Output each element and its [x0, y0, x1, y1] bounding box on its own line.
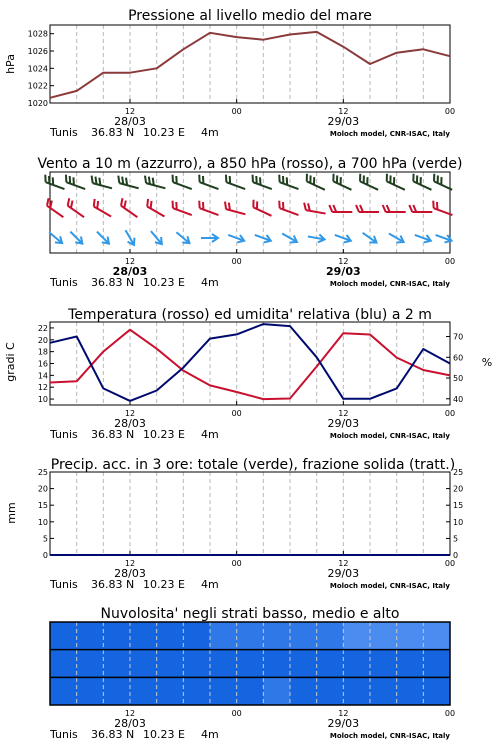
- wind-barb: [303, 203, 327, 214]
- wind-location-alt: 4m: [201, 276, 219, 289]
- humidity-series-line: [50, 324, 450, 401]
- cloud-cell: [50, 622, 77, 650]
- wind-barb: [277, 175, 301, 189]
- precipitation-ytick-right-label: 20: [453, 484, 464, 494]
- cloud-cell: [423, 622, 450, 650]
- temperature-hour-label: 12: [124, 409, 136, 418]
- temperature-title: Temperatura (rosso) ed umidita' relativa (blu) a 2 m: [68, 307, 432, 323]
- wind-barb-flag: [331, 174, 337, 182]
- precipitation-title: Precip. acc. in 3 ore: totale (verde), frazione solida (tratt.): [50, 457, 456, 473]
- precipitation-ytick-label: 0: [42, 551, 48, 560]
- precipitation-panel: [5, 457, 463, 591]
- wind-barb-flag: [431, 174, 437, 182]
- wind-barb: [304, 174, 328, 190]
- wind-barb: [333, 231, 352, 244]
- cloud-hour-label: 12: [124, 709, 136, 718]
- pressure-footer: [49, 107, 455, 139]
- precipitation-ytick-right-label: 5: [453, 534, 459, 544]
- cloud-cell: [370, 677, 397, 705]
- wind-barb: [170, 175, 194, 189]
- cloud-location-lat: 36.83 N: [91, 728, 135, 741]
- humidity-ytick-right-label: 40: [453, 394, 464, 404]
- wind-barb-flag: [64, 175, 69, 183]
- precipitation-location-name: Tunis: [50, 578, 78, 591]
- precipitation-hour-label: 00: [444, 559, 456, 568]
- wind-barb: [253, 231, 272, 244]
- humidity-ytick-right-label: 50: [453, 374, 464, 384]
- temperature-location-lon: 10.23 E: [143, 428, 185, 441]
- cloud-cell: [157, 622, 184, 650]
- wind-barb: [409, 205, 432, 212]
- precipitation-hour-label: 12: [338, 559, 349, 568]
- cloud-cell: [130, 650, 157, 678]
- wind-arrow-shaft: [97, 232, 108, 243]
- cloud-credit: Moloch model, CNR-ISAC, Italy: [329, 732, 450, 740]
- pressure-location-name: Tunis: [50, 126, 78, 139]
- wind-barb-flag: [250, 175, 255, 183]
- cloud-cell: [317, 650, 344, 678]
- precipitation-frame: [50, 472, 450, 555]
- precipitation-ytick-label: 15: [37, 501, 48, 511]
- pressure-ytick-label: 1024: [27, 64, 48, 74]
- humidity-ytick-right-label: 70: [453, 332, 464, 342]
- wind-barb: [329, 205, 352, 212]
- wind-date-label: 28/03: [112, 265, 148, 278]
- wind-barb-flag: [143, 176, 148, 184]
- cloud-cell: [423, 677, 450, 705]
- wind-barb: [143, 176, 167, 189]
- cloud-plot: [50, 622, 451, 706]
- pressure-ytick-label: 1028: [27, 29, 48, 39]
- temperature-credit: Moloch model, CNR-ISAC, Italy: [329, 432, 450, 440]
- cloud-cell: [210, 677, 237, 705]
- wind-barb: [384, 174, 408, 190]
- wind-barb-flag: [356, 205, 359, 212]
- cloud-cell: [397, 677, 424, 705]
- cloud-cell: [397, 622, 424, 650]
- cloud-location-name: Tunis: [50, 728, 78, 741]
- wind-hour-label: 12: [124, 257, 136, 266]
- pressure-frame: [50, 25, 450, 103]
- cloud-cell: [290, 650, 317, 678]
- temperature-hour-label: 12: [338, 409, 349, 418]
- cloud-cell: [290, 677, 317, 705]
- temperature-plot: [38, 322, 463, 405]
- wind-barb: [307, 232, 325, 243]
- wind-arrow-shaft: [70, 232, 81, 243]
- temperature-location-name: Tunis: [50, 428, 78, 441]
- cloud-cell: [77, 650, 104, 678]
- temperature-ytick-label: 14: [37, 371, 48, 381]
- wind-barb-flag: [431, 201, 436, 209]
- precipitation-hour-label: 12: [124, 559, 136, 568]
- pressure-credit: Moloch model, CNR-ISAC, Italy: [329, 130, 450, 138]
- cloud-date-label: 28/03: [114, 717, 146, 730]
- wind-barb: [277, 201, 301, 215]
- cloud-location-lon: 10.23 E: [143, 728, 185, 741]
- pressure-date-label: 29/03: [327, 115, 360, 128]
- cloud-cell: [343, 677, 370, 705]
- wind-plot: [43, 172, 455, 253]
- cloud-cell: [50, 650, 77, 678]
- wind-barb-flag: [91, 199, 97, 207]
- pressure-panel: [4, 8, 455, 139]
- cloud-location-alt: 4m: [201, 728, 219, 741]
- temperature-ylabel: gradi C: [4, 342, 17, 382]
- pressure-series-line: [50, 32, 450, 98]
- cloud-cell: [77, 677, 104, 705]
- temperature-ytick-label: 18: [37, 347, 48, 357]
- wind-barb-flag: [197, 201, 202, 209]
- cloud-cell: [397, 650, 424, 678]
- wind-barb: [356, 205, 379, 212]
- pressure-date-label: 28/03: [114, 115, 146, 128]
- pressure-ytick-label: 1020: [27, 99, 48, 108]
- cloud-cell: [210, 622, 237, 650]
- wind-barb-flag: [277, 175, 282, 183]
- precipitation-ytick-label: 5: [42, 534, 48, 544]
- wind-barb-flag: [409, 205, 412, 212]
- wind-barb-flag: [387, 205, 390, 212]
- precipitation-ytick-label: 20: [37, 484, 48, 494]
- cloud-cell: [103, 650, 130, 678]
- wind-barb-flag: [360, 205, 363, 212]
- cloud-cell: [183, 622, 210, 650]
- wind-barb-flag: [197, 175, 202, 183]
- wind-barb-flag: [170, 201, 175, 209]
- wind-hour-label: 00: [231, 257, 242, 266]
- wind-barb: [357, 174, 381, 190]
- cloud-hour-label: 00: [444, 709, 456, 718]
- precipitation-hour-label: 00: [231, 559, 242, 568]
- precipitation-footer: [49, 559, 455, 591]
- precipitation-location-lat: 36.83 N: [91, 578, 135, 591]
- wind-barb-flag: [329, 205, 332, 212]
- wind-hour-label: 00: [444, 257, 456, 266]
- precipitation-location-lon: 10.23 E: [143, 578, 185, 591]
- cloud-cell: [210, 650, 237, 678]
- precipitation-ylabel: mm: [5, 502, 18, 524]
- wind-barb-flag: [411, 174, 417, 182]
- temperature-location-lat: 36.83 N: [91, 428, 135, 441]
- cloud-cell: [103, 677, 130, 705]
- pressure-location-lon: 10.23 E: [143, 126, 185, 139]
- pressure-ytick-label: 1022: [27, 81, 48, 91]
- temperature-series-line: [50, 330, 450, 399]
- temperature-footer: [49, 409, 455, 441]
- precipitation-date-label: 28/03: [114, 567, 146, 580]
- cloud-cell: [157, 677, 184, 705]
- wind-barb-flag: [357, 174, 363, 182]
- cloud-hour-label: 00: [231, 709, 242, 718]
- temperature-ytick-label: 12: [37, 383, 48, 393]
- wind-barb-flag: [413, 205, 416, 212]
- wind-barb: [411, 174, 435, 190]
- wind-barb: [197, 201, 221, 215]
- cloud-cell: [237, 677, 264, 705]
- precipitation-ytick-right-label: 15: [453, 501, 464, 511]
- pressure-location-lat: 36.83 N: [91, 126, 135, 139]
- wind-barb: [197, 175, 221, 189]
- cloud-cell: [370, 650, 397, 678]
- temperature-ytick-label: 22: [37, 323, 48, 333]
- cloud-cell: [130, 677, 157, 705]
- humidity-ylabel: %: [481, 356, 493, 369]
- cloud-cell: [130, 622, 157, 650]
- pressure-hour-label: 12: [124, 107, 136, 116]
- pressure-location-alt: 4m: [201, 126, 219, 139]
- wind-barb: [64, 175, 88, 189]
- cloud-cell: [263, 650, 290, 678]
- temperature-hour-label: 00: [444, 409, 456, 418]
- wind-location-lon: 10.23 E: [143, 276, 185, 289]
- wind-barb: [250, 175, 274, 189]
- cloud-cell: [183, 650, 210, 678]
- cloud-cell: [237, 622, 264, 650]
- cloud-cell: [343, 622, 370, 650]
- wind-barb: [360, 230, 379, 246]
- cloud-cell: [237, 650, 264, 678]
- temperature-date-label: 29/03: [327, 417, 360, 430]
- cloud-cell: [183, 677, 210, 705]
- cloud-cell: [317, 622, 344, 650]
- wind-barb: [431, 174, 455, 190]
- wind-barb: [431, 201, 455, 215]
- wind-title: Vento a 10 m (azzurro), a 850 hPa (rosso), a 700 hPa (verde): [37, 156, 463, 172]
- precipitation-ytick-right-label: 0: [453, 551, 459, 560]
- wind-barb: [170, 201, 194, 215]
- temperature-location-alt: 4m: [201, 428, 219, 441]
- wind-credit: Moloch model, CNR-ISAC, Italy: [329, 280, 450, 288]
- precipitation-plot: [38, 468, 463, 560]
- wind-barb-flag: [90, 176, 95, 184]
- cloud-cell: [157, 650, 184, 678]
- wind-location-name: Tunis: [50, 276, 78, 289]
- wind-barb-flag: [384, 174, 390, 182]
- temperature-date-label: 28/03: [114, 417, 146, 430]
- wind-panel: [37, 156, 462, 289]
- temperature-ytick-label: 16: [37, 359, 48, 369]
- cloud-hour-label: 12: [338, 709, 349, 718]
- wind-barb: [251, 200, 275, 216]
- precipitation-ytick-label: 25: [37, 468, 48, 477]
- wind-barb: [116, 176, 140, 189]
- wind-barb: [223, 202, 247, 215]
- pressure-hour-label: 00: [231, 107, 242, 116]
- wind-barb-flag: [303, 203, 307, 210]
- wind-barb: [331, 174, 355, 190]
- wind-barb: [224, 175, 248, 189]
- temperature-hour-label: 00: [231, 409, 242, 418]
- wind-barb-flag: [304, 174, 310, 182]
- pressure-ytick-label: 1026: [27, 47, 48, 56]
- precipitation-date-label: 29/03: [327, 567, 360, 580]
- precipitation-location-alt: 4m: [201, 578, 219, 591]
- wind-barb-flag: [43, 175, 48, 183]
- pressure-hour-label: 00: [444, 107, 456, 116]
- cloud-cell: [103, 622, 130, 650]
- wind-barb-flag: [145, 199, 151, 207]
- wind-barb-flag: [251, 200, 257, 208]
- wind-barb: [383, 205, 406, 212]
- precipitation-ytick-label: 10: [37, 517, 48, 527]
- temperature-ytick-label: 20: [37, 335, 48, 345]
- wind-footer: [49, 257, 455, 289]
- wind-date-label: 29/03: [326, 265, 361, 278]
- wind-barb-flag: [224, 175, 229, 183]
- precipitation-ytick-right-label: 10: [453, 517, 464, 527]
- wind-barb: [45, 198, 68, 217]
- cloud-cell: [290, 622, 317, 650]
- precipitation-ytick-right-label: 25: [453, 468, 464, 477]
- temperature-ytick-label: 10: [37, 395, 48, 405]
- wind-hour-label: 12: [338, 257, 349, 266]
- wind-barb: [90, 176, 114, 189]
- cloud-cell: [423, 650, 450, 678]
- pressure-hour-label: 12: [338, 107, 349, 116]
- cloud-cell: [317, 677, 344, 705]
- cloud-title: Nuvolosita' negli strati basso, medio e alto: [100, 606, 400, 622]
- cloud-cell: [263, 677, 290, 705]
- wind-barb-flag: [277, 201, 282, 209]
- cloud-cell: [50, 677, 77, 705]
- precipitation-credit: Moloch model, CNR-ISAC, Italy: [329, 582, 450, 590]
- cloud-date-label: 29/03: [327, 717, 360, 730]
- wind-barb: [47, 229, 65, 246]
- wind-barb-flag: [170, 175, 175, 183]
- cloud-cell: [343, 650, 370, 678]
- pressure-ylabel: hPa: [4, 54, 17, 74]
- pressure-plot: [28, 25, 450, 108]
- cloud-cell: [370, 622, 397, 650]
- wind-barb-flag: [223, 202, 228, 210]
- pressure-title: Pressione al livello medio del mare: [128, 8, 372, 24]
- temperature-panel: [4, 307, 492, 441]
- cloud-cell: [77, 622, 104, 650]
- cloud-footer: [49, 709, 455, 741]
- wind-barb: [43, 175, 67, 189]
- humidity-ytick-right-label: 60: [453, 353, 464, 363]
- wind-barb-flag: [383, 205, 386, 212]
- cloud-panel: [49, 606, 455, 741]
- wind-barb: [413, 231, 432, 244]
- wind-location-lat: 36.83 N: [91, 276, 135, 289]
- cloud-cell: [263, 622, 290, 650]
- wind-barb-flag: [333, 205, 336, 212]
- wind-barb-flag: [116, 176, 121, 184]
